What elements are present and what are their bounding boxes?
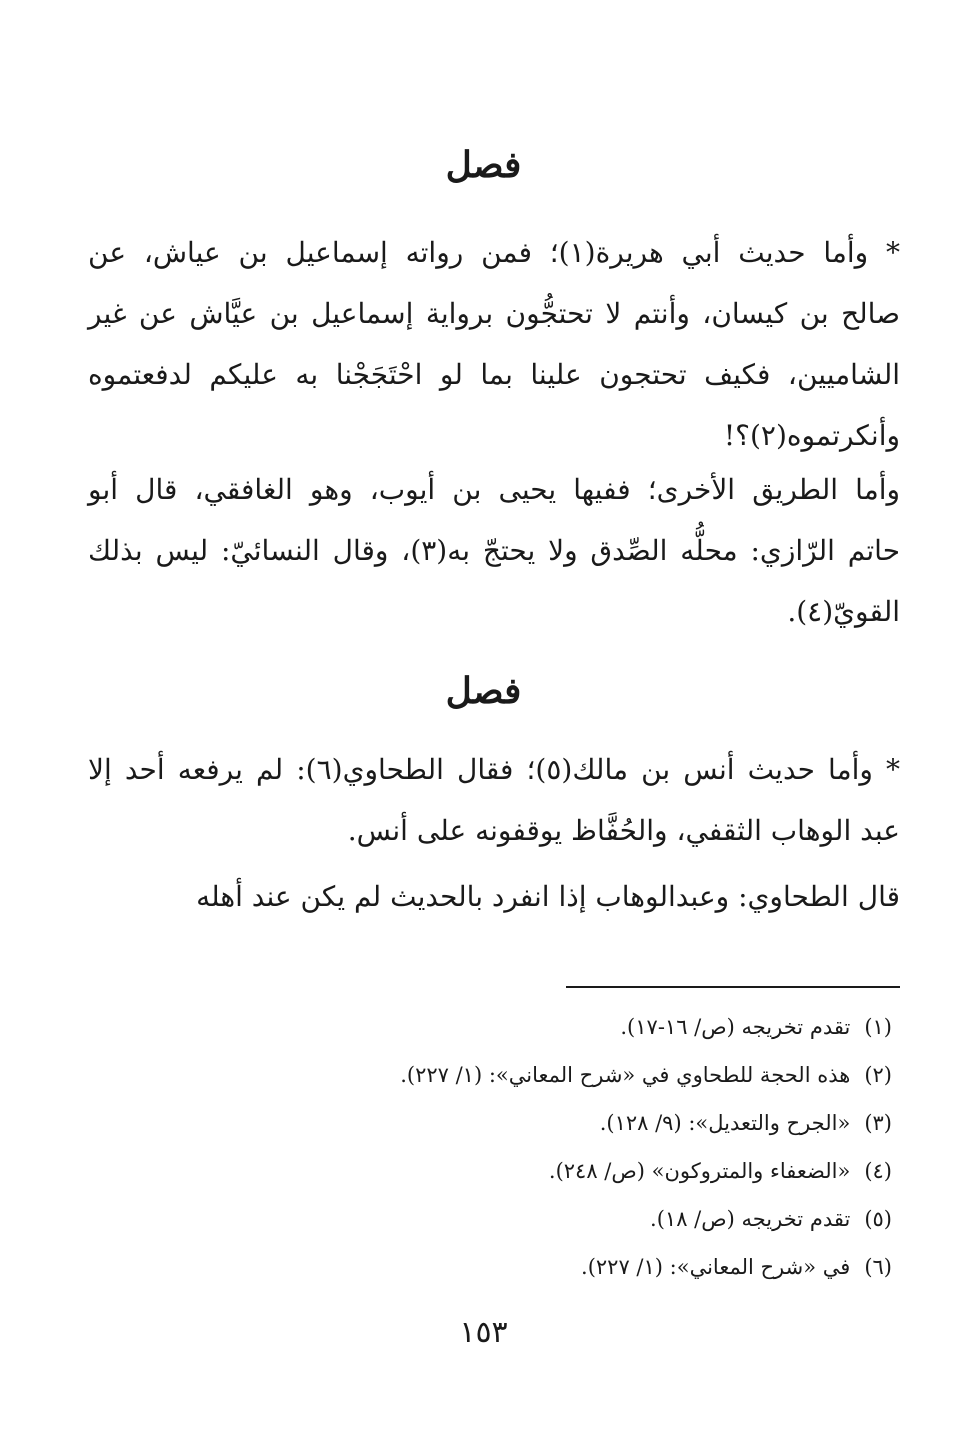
paragraph-line: الشاميين، فكيف تحتجون علينا بما لو احْتَجَجْنا به عليكم لدفعتموه [88,358,900,391]
footnote [72,1051,892,1099]
footnote-number: (١) [864,1015,892,1039]
footnote-text: تقدم تخريجه (ص/ ١٦-١٧). [620,1015,851,1039]
footnote [72,1195,892,1243]
paragraph-line: حاتم الرّازي: محلُّه الصِّدق ولا يحتجّ به(٣)، وقال النسائيّ: ليس بذلك [88,534,900,567]
paragraph [88,459,900,642]
paragraph-line: وأما الطريق الأخرى؛ ففيها يحيى بن أيوب، وهو الغافقي، قال أبو [88,473,900,506]
footnote-number: (٥) [864,1207,892,1231]
paragraph [88,222,900,466]
footnote [72,1243,892,1291]
paragraph [88,739,900,861]
footnote [72,1147,892,1195]
footnotes [72,1003,892,1291]
paragraph-line: * وأما حديث أبي هريرة(١)؛ فمن رواته إسماعيل بن عياش، عن [88,236,901,269]
section-heading: فصل [445,670,522,712]
footnote-text: «الضعفاء والمتروكون» (ص/ ٢٤٨). [548,1159,851,1183]
footnote-number: (٦) [864,1255,892,1279]
paragraph-line: * وأما حديث أنس بن مالك(٥)؛ فقال الطحاوي(٦): لم يرفعه أحد إلا [88,753,900,786]
footnote-text: في «شرح المعاني»: (١/ ٢٢٧). [581,1255,851,1279]
paragraph-line: صالح بن كيسان، وأنتم لا تحتجُّون برواية إسماعيل بن عيَّاش عن غير [88,297,900,330]
footnote-number: (٤) [864,1159,892,1183]
section-heading: فصل [445,144,522,186]
footnote [72,1003,892,1051]
paragraph [88,866,900,927]
page-number: ١٥٣ [459,1315,508,1350]
footnote-text: هذه الحجة للطحاوي في «شرح المعاني»: (١/ ٢٢٧). [400,1063,851,1087]
paragraph-line: عبد الوهاب الثقفي، والحُفَّاظ يوقفونه على أنس. [347,814,900,847]
footnote-text: تقدم تخريجه (ص/ ١٨). [650,1207,851,1231]
footnote-divider [566,986,900,988]
footnote-text: «الجرح والتعديل»: (٩/ ١٢٨). [599,1111,851,1135]
footnote-number: (٢) [864,1063,892,1087]
footnote [72,1099,892,1147]
paragraph-line: وأنكرتموه(٢)؟! [723,419,900,452]
footnote-number: (٣) [864,1111,892,1135]
paragraph-line: قال الطحاوي: وعبدالوهاب إذا انفرد بالحديث لم يكن عند أهله [196,880,900,913]
paragraph-line: القويّ(٤). [787,595,900,628]
